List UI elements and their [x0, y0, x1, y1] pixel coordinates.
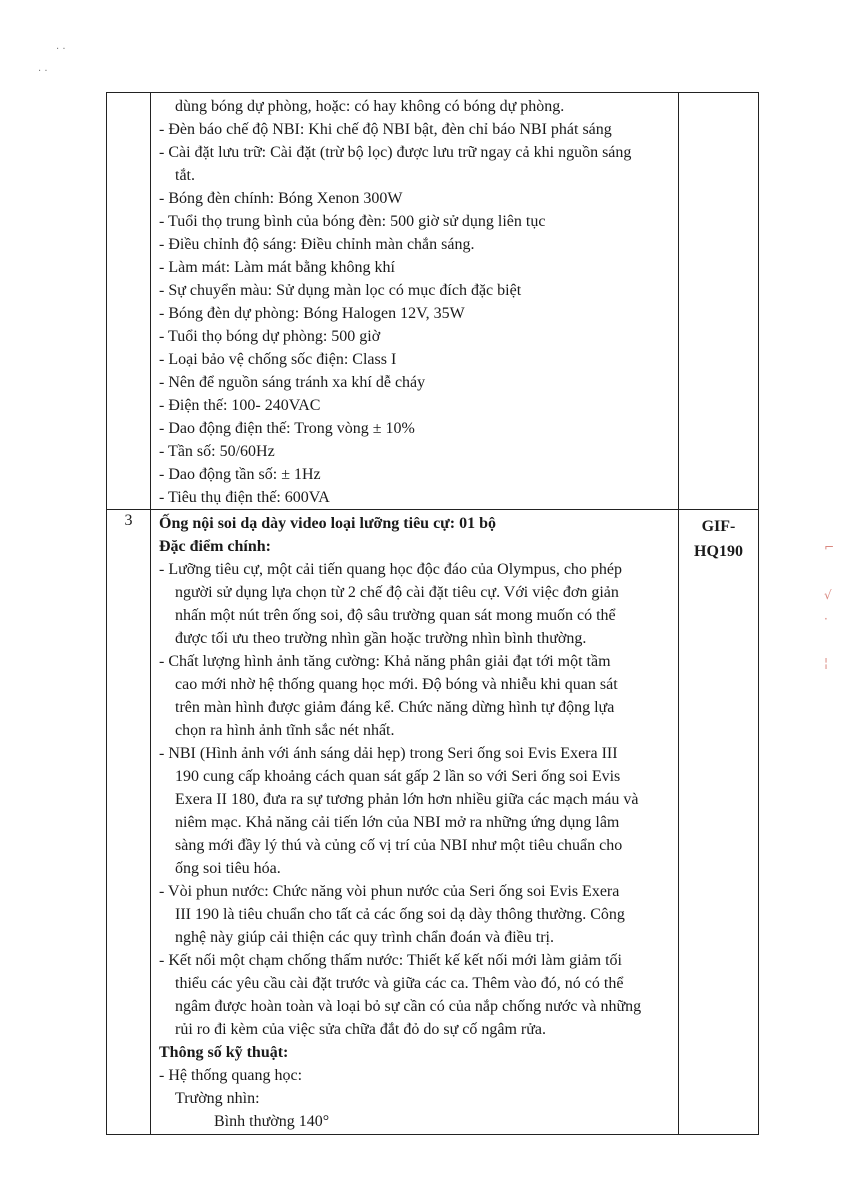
row-number-cell: [107, 93, 151, 510]
margin-annotation-mark: √: [824, 588, 832, 602]
description-line: nhấn một nút trên ống soi, độ sâu trường quan sát mong muốn có thể: [175, 607, 616, 624]
description-line: người sử dụng lựa chọn từ 2 chế độ cài đặt tiêu cự. Với việc đơn giản: [175, 584, 619, 601]
table-row: [107, 510, 759, 1135]
margin-annotation-mark: ¦: [824, 656, 829, 670]
description-line: - Bóng đèn chính: Bóng Xenon 300W: [159, 190, 403, 207]
description-line: - Điều chỉnh độ sáng: Điều chỉnh màn chắn sáng.: [159, 236, 475, 253]
description-line: được tối ưu theo trường nhìn gần hoặc trường nhìn bình thường.: [175, 630, 587, 647]
description-line: III 190 là tiêu chuẩn cho tất cả các ống soi dạ dày thông thường. Công: [175, 906, 625, 923]
description-line: - Tần số: 50/60Hz: [159, 443, 275, 460]
description-line: - Sự chuyển màu: Sử dụng màn lọc có mục đích đặc biệt: [159, 282, 522, 299]
description-line: - Tuổi thọ trung bình của bóng đèn: 500 giờ sử dụng liên tục: [159, 213, 546, 230]
description-line: 190 cung cấp khoảng cách quan sát gấp 2 lần so với Seri ống soi Evis: [175, 768, 621, 785]
features-heading: Đặc điểm chính:: [159, 538, 271, 555]
description-line: - Nên để nguồn sáng tránh xa khí dễ cháy: [159, 374, 426, 391]
description-line: - Kết nối một chạm chống thấm nước: Thiết kế kết nối mới làm giảm tối: [159, 952, 622, 969]
description-line: niêm mạc. Khả năng cải tiến lớn của NBI mở ra những ứng dụng lâm: [175, 814, 620, 831]
product-title: Ống nội soi dạ dày video loại lưỡng tiêu cự: 01 bộ: [159, 515, 496, 532]
description-line: tắt.: [175, 167, 195, 184]
model-code-line: HQ190: [694, 543, 743, 560]
model-code-cell: [679, 510, 759, 1135]
specification-table: [106, 92, 759, 1135]
description-line: Exera II 180, đưa ra sự tương phản lớn hơn nhiều giữa các mạch máu và: [175, 791, 639, 808]
description-line: trên màn hình được giảm đáng kể. Chức năng dừng hình tự động lựa: [175, 699, 615, 716]
model-code-line: GIF-: [701, 518, 736, 535]
row-number-cell: 3: [107, 510, 151, 1135]
description-cell: [151, 510, 679, 1135]
scan-speck: · ·: [56, 44, 66, 55]
description-line: - Cài đặt lưu trữ: Cài đặt (trừ bộ lọc) được lưu trữ ngay cả khi nguồn sáng: [159, 144, 632, 161]
description-line: chọn ra hình ảnh tĩnh sắc nét nhất.: [175, 722, 395, 739]
description-line: - Tiêu thụ điện thế: 600VA: [159, 489, 330, 506]
description-line: thiểu các yêu cầu cài đặt trước và giữa các ca. Thêm vào đó, nó có thể: [175, 975, 624, 992]
description-line: ngâm được hoàn toàn và loại bỏ sự cần có của nắp chống nước và những: [175, 998, 642, 1015]
specs-heading: Thông số kỹ thuật:: [159, 1044, 289, 1061]
description-line: - Lưỡng tiêu cự, một cải tiến quang học độc đáo của Olympus, cho phép: [159, 561, 623, 578]
description-line: - Tuổi thọ bóng dự phòng: 500 giờ: [159, 328, 381, 345]
description-line: dùng bóng dự phòng, hoặc: có hay không có bóng dự phòng.: [175, 98, 565, 115]
spec-line: - Hệ thống quang học:: [159, 1067, 303, 1084]
spec-line: Trường nhìn:: [175, 1090, 260, 1107]
description-line: - Dao động tần số: ± 1Hz: [159, 466, 321, 483]
description-line: nghệ này giúp cải thiện các quy trình chẩn đoán và điều trị.: [175, 929, 554, 946]
margin-annotation-mark: ⌐: [824, 540, 835, 554]
model-code-cell: [679, 93, 759, 510]
description-line: rủi ro đi kèm của việc sửa chữa đắt đỏ do sự cố ngâm rửa.: [175, 1021, 547, 1038]
table-row: [107, 93, 759, 510]
description-line: - Làm mát: Làm mát bằng không khí: [159, 259, 395, 276]
description-line: - NBI (Hình ảnh với ánh sáng dải hẹp) trong Seri ống soi Evis Exera III: [159, 745, 618, 762]
description-line: ống soi tiêu hóa.: [175, 860, 281, 877]
spec-line: Bình thường 140°: [214, 1113, 330, 1130]
description-line: - Dao động điện thế: Trong vòng ± 10%: [159, 420, 415, 437]
description-line: - Bóng đèn dự phòng: Bóng Halogen 12V, 35W: [159, 305, 465, 322]
description-line: sàng mới đầy lý thú và củng cố vị trí của NBI như một tiêu chuẩn cho: [175, 837, 623, 854]
description-line: - Chất lượng hình ảnh tăng cường: Khả năng phân giải đạt tới một tầm: [159, 653, 611, 670]
description-line: - Loại bảo vệ chống sốc điện: Class I: [159, 351, 397, 368]
description-line: - Điện thế: 100- 240VAC: [159, 397, 321, 414]
description-line: cao mới nhờ hệ thống quang học mới. Độ bóng và nhiễu khi quan sát: [175, 676, 618, 693]
margin-annotation-mark: ·: [824, 612, 828, 626]
description-cell: [151, 93, 679, 510]
description-line: - Vòi phun nước: Chức năng vòi phun nước của Seri ống soi Evis Exera: [159, 883, 620, 900]
scan-speck: · ·: [38, 66, 48, 77]
description-line: - Đèn báo chế độ NBI: Khi chế độ NBI bật, đèn chỉ báo NBI phát sáng: [159, 121, 612, 138]
